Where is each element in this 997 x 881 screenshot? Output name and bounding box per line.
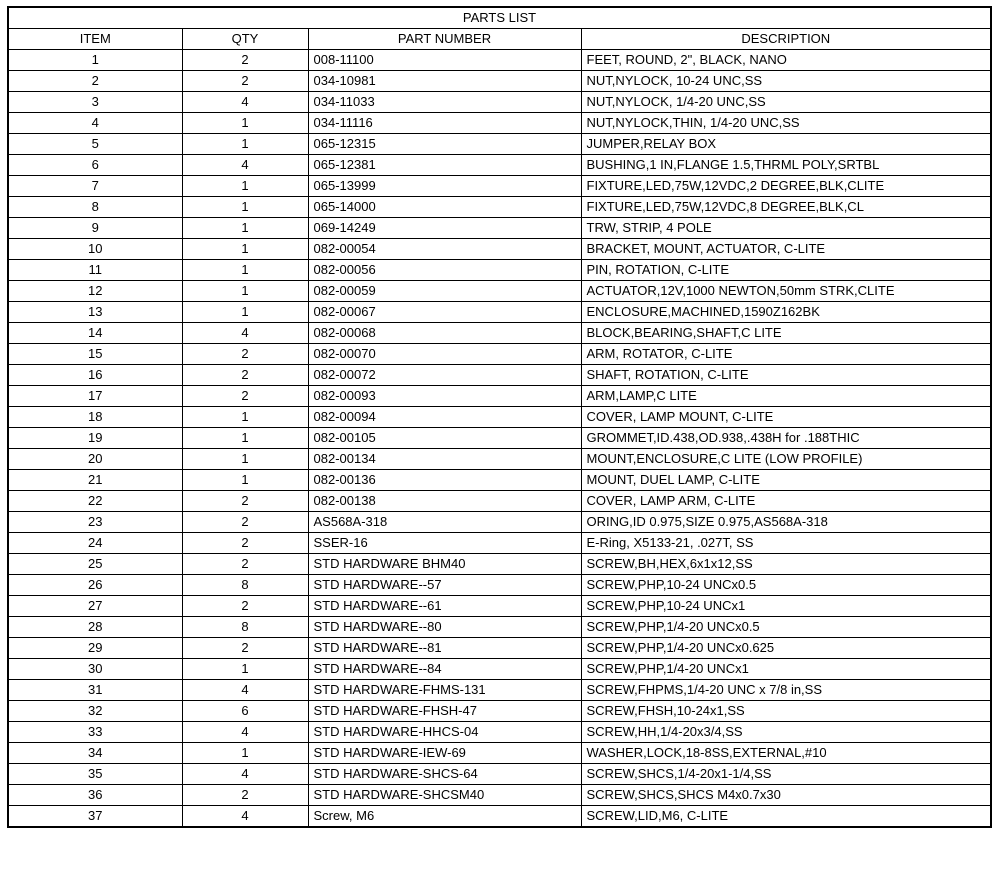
cell-item: 19 xyxy=(8,428,182,449)
cell-description: JUMPER,RELAY BOX xyxy=(581,134,991,155)
cell-part-number: 082-00134 xyxy=(308,449,581,470)
cell-item: 33 xyxy=(8,722,182,743)
cell-item: 28 xyxy=(8,617,182,638)
cell-item: 17 xyxy=(8,386,182,407)
cell-qty: 4 xyxy=(182,155,308,176)
cell-item: 16 xyxy=(8,365,182,386)
cell-description: SCREW,FHPMS,1/4-20 UNC x 7/8 in,SS xyxy=(581,680,991,701)
cell-qty: 1 xyxy=(182,239,308,260)
cell-qty: 2 xyxy=(182,344,308,365)
cell-description: MOUNT,ENCLOSURE,C LITE (LOW PROFILE) xyxy=(581,449,991,470)
cell-item: 24 xyxy=(8,533,182,554)
cell-qty: 2 xyxy=(182,533,308,554)
cell-item: 15 xyxy=(8,344,182,365)
cell-part-number: 065-12315 xyxy=(308,134,581,155)
cell-description: BLOCK,BEARING,SHAFT,C LITE xyxy=(581,323,991,344)
cell-item: 10 xyxy=(8,239,182,260)
table-row xyxy=(8,428,991,449)
cell-description: MOUNT, DUEL LAMP, C-LITE xyxy=(581,470,991,491)
cell-description: BRACKET, MOUNT, ACTUATOR, C-LITE xyxy=(581,239,991,260)
parts-list-table xyxy=(7,6,992,828)
cell-qty: 1 xyxy=(182,113,308,134)
table-body xyxy=(8,50,991,828)
cell-item: 30 xyxy=(8,659,182,680)
cell-part-number: 069-14249 xyxy=(308,218,581,239)
cell-qty: 2 xyxy=(182,50,308,71)
cell-item: 2 xyxy=(8,71,182,92)
cell-part-number: 082-00070 xyxy=(308,344,581,365)
cell-item: 27 xyxy=(8,596,182,617)
cell-qty: 1 xyxy=(182,302,308,323)
cell-qty: 1 xyxy=(182,197,308,218)
table-row xyxy=(8,134,991,155)
table-row xyxy=(8,50,991,71)
cell-item: 32 xyxy=(8,701,182,722)
cell-description: NUT,NYLOCK,THIN, 1/4-20 UNC,SS xyxy=(581,113,991,134)
cell-description: SCREW,PHP,10-24 UNCx0.5 xyxy=(581,575,991,596)
cell-part-number: 082-00054 xyxy=(308,239,581,260)
title-row xyxy=(8,7,991,29)
cell-item: 7 xyxy=(8,176,182,197)
cell-part-number: 034-10981 xyxy=(308,71,581,92)
table-title: PARTS LIST xyxy=(8,7,991,29)
cell-part-number: STD HARDWARE-IEW-69 xyxy=(308,743,581,764)
cell-qty: 4 xyxy=(182,806,308,828)
cell-part-number: AS568A-318 xyxy=(308,512,581,533)
cell-description: E-Ring, X5133-21, .027T, SS xyxy=(581,533,991,554)
table-row xyxy=(8,491,991,512)
cell-part-number: STD HARDWARE--57 xyxy=(308,575,581,596)
table-row xyxy=(8,113,991,134)
col-header-item: ITEM xyxy=(8,29,182,50)
cell-part-number: STD HARDWARE--84 xyxy=(308,659,581,680)
cell-part-number: STD HARDWARE-HHCS-04 xyxy=(308,722,581,743)
table-row xyxy=(8,470,991,491)
cell-item: 12 xyxy=(8,281,182,302)
cell-description: PIN, ROTATION, C-LITE xyxy=(581,260,991,281)
cell-description: SCREW,SHCS,SHCS M4x0.7x30 xyxy=(581,785,991,806)
cell-description: SCREW,HH,1/4-20x3/4,SS xyxy=(581,722,991,743)
table-row xyxy=(8,575,991,596)
cell-description: ACTUATOR,12V,1000 NEWTON,50mm STRK,CLITE xyxy=(581,281,991,302)
table-row xyxy=(8,743,991,764)
cell-item: 37 xyxy=(8,806,182,828)
cell-item: 25 xyxy=(8,554,182,575)
cell-item: 9 xyxy=(8,218,182,239)
cell-part-number: STD HARDWARE BHM40 xyxy=(308,554,581,575)
cell-part-number: STD HARDWARE--81 xyxy=(308,638,581,659)
cell-item: 34 xyxy=(8,743,182,764)
table-row xyxy=(8,659,991,680)
cell-description: SCREW,FHSH,10-24x1,SS xyxy=(581,701,991,722)
table-row xyxy=(8,596,991,617)
cell-description: ENCLOSURE,MACHINED,1590Z162BK xyxy=(581,302,991,323)
cell-qty: 2 xyxy=(182,491,308,512)
cell-qty: 1 xyxy=(182,260,308,281)
cell-item: 29 xyxy=(8,638,182,659)
cell-part-number: STD HARDWARE-FHMS-131 xyxy=(308,680,581,701)
cell-qty: 4 xyxy=(182,764,308,785)
cell-qty: 2 xyxy=(182,512,308,533)
cell-qty: 2 xyxy=(182,386,308,407)
cell-part-number: 082-00094 xyxy=(308,407,581,428)
table-row xyxy=(8,512,991,533)
cell-description: SCREW,BH,HEX,6x1x12,SS xyxy=(581,554,991,575)
table-row xyxy=(8,302,991,323)
cell-qty: 8 xyxy=(182,617,308,638)
cell-qty: 1 xyxy=(182,449,308,470)
table-row xyxy=(8,218,991,239)
cell-item: 13 xyxy=(8,302,182,323)
cell-item: 6 xyxy=(8,155,182,176)
cell-part-number: STD HARDWARE-SHCS-64 xyxy=(308,764,581,785)
table-row xyxy=(8,239,991,260)
cell-part-number: 082-00105 xyxy=(308,428,581,449)
cell-item: 14 xyxy=(8,323,182,344)
cell-item: 31 xyxy=(8,680,182,701)
cell-part-number: STD HARDWARE-SHCSM40 xyxy=(308,785,581,806)
cell-item: 26 xyxy=(8,575,182,596)
cell-item: 11 xyxy=(8,260,182,281)
cell-part-number: 082-00059 xyxy=(308,281,581,302)
header-row xyxy=(8,29,991,50)
cell-description: TRW, STRIP, 4 POLE xyxy=(581,218,991,239)
table-row xyxy=(8,176,991,197)
cell-description: ORING,ID 0.975,SIZE 0.975,AS568A-318 xyxy=(581,512,991,533)
cell-qty: 1 xyxy=(182,134,308,155)
cell-part-number: Screw, M6 xyxy=(308,806,581,828)
table-row xyxy=(8,638,991,659)
table-row xyxy=(8,92,991,113)
cell-item: 18 xyxy=(8,407,182,428)
table-row xyxy=(8,197,991,218)
cell-description: SCREW,SHCS,1/4-20x1-1/4,SS xyxy=(581,764,991,785)
cell-part-number: 082-00072 xyxy=(308,365,581,386)
cell-description: SCREW,PHP,1/4-20 UNCx1 xyxy=(581,659,991,680)
table-row xyxy=(8,155,991,176)
cell-item: 20 xyxy=(8,449,182,470)
cell-part-number: 082-00093 xyxy=(308,386,581,407)
cell-qty: 6 xyxy=(182,701,308,722)
cell-description: NUT,NYLOCK, 10-24 UNC,SS xyxy=(581,71,991,92)
cell-description: BUSHING,1 IN,FLANGE 1.5,THRML POLY,SRTBL xyxy=(581,155,991,176)
cell-part-number: 082-00056 xyxy=(308,260,581,281)
col-header-qty: QTY xyxy=(182,29,308,50)
cell-qty: 2 xyxy=(182,596,308,617)
table-row xyxy=(8,71,991,92)
table-row xyxy=(8,386,991,407)
cell-description: ARM,LAMP,C LITE xyxy=(581,386,991,407)
cell-item: 8 xyxy=(8,197,182,218)
table-row xyxy=(8,764,991,785)
cell-part-number: 065-12381 xyxy=(308,155,581,176)
cell-qty: 2 xyxy=(182,638,308,659)
cell-qty: 2 xyxy=(182,71,308,92)
table-row xyxy=(8,785,991,806)
table-row xyxy=(8,722,991,743)
cell-qty: 2 xyxy=(182,554,308,575)
cell-qty: 8 xyxy=(182,575,308,596)
table-row xyxy=(8,617,991,638)
table-row xyxy=(8,281,991,302)
cell-qty: 1 xyxy=(182,470,308,491)
cell-description: FIXTURE,LED,75W,12VDC,8 DEGREE,BLK,CL xyxy=(581,197,991,218)
cell-part-number: 065-14000 xyxy=(308,197,581,218)
cell-qty: 2 xyxy=(182,785,308,806)
cell-qty: 4 xyxy=(182,92,308,113)
table-row xyxy=(8,407,991,428)
cell-item: 3 xyxy=(8,92,182,113)
table-row xyxy=(8,806,991,828)
cell-item: 36 xyxy=(8,785,182,806)
col-header-part-number: PART NUMBER xyxy=(308,29,581,50)
cell-description: SHAFT, ROTATION, C-LITE xyxy=(581,365,991,386)
table-row xyxy=(8,449,991,470)
cell-qty: 1 xyxy=(182,659,308,680)
cell-qty: 2 xyxy=(182,365,308,386)
cell-item: 5 xyxy=(8,134,182,155)
table-row xyxy=(8,533,991,554)
cell-part-number: 034-11116 xyxy=(308,113,581,134)
cell-description: SCREW,PHP,1/4-20 UNCx0.625 xyxy=(581,638,991,659)
cell-description: SCREW,PHP,10-24 UNCx1 xyxy=(581,596,991,617)
cell-part-number: STD HARDWARE--61 xyxy=(308,596,581,617)
cell-part-number: 065-13999 xyxy=(308,176,581,197)
cell-description: ARM, ROTATOR, C-LITE xyxy=(581,344,991,365)
cell-part-number: 034-11033 xyxy=(308,92,581,113)
cell-description: FEET, ROUND, 2", BLACK, NANO xyxy=(581,50,991,71)
cell-description: COVER, LAMP ARM, C-LITE xyxy=(581,491,991,512)
cell-item: 1 xyxy=(8,50,182,71)
table-row xyxy=(8,365,991,386)
cell-part-number: STD HARDWARE-FHSH-47 xyxy=(308,701,581,722)
table-row xyxy=(8,260,991,281)
table-row xyxy=(8,701,991,722)
cell-description: GROMMET,ID.438,OD.938,.438H for .188THIC xyxy=(581,428,991,449)
cell-qty: 1 xyxy=(182,743,308,764)
cell-description: WASHER,LOCK,18-8SS,EXTERNAL,#10 xyxy=(581,743,991,764)
cell-item: 21 xyxy=(8,470,182,491)
cell-qty: 1 xyxy=(182,281,308,302)
cell-part-number: SSER-16 xyxy=(308,533,581,554)
cell-item: 4 xyxy=(8,113,182,134)
cell-description: FIXTURE,LED,75W,12VDC,2 DEGREE,BLK,CLITE xyxy=(581,176,991,197)
cell-qty: 4 xyxy=(182,680,308,701)
cell-qty: 4 xyxy=(182,722,308,743)
cell-description: SCREW,LID,M6, C-LITE xyxy=(581,806,991,828)
table-row xyxy=(8,554,991,575)
cell-part-number: STD HARDWARE--80 xyxy=(308,617,581,638)
cell-part-number: 082-00068 xyxy=(308,323,581,344)
cell-item: 35 xyxy=(8,764,182,785)
table-row xyxy=(8,344,991,365)
cell-qty: 1 xyxy=(182,176,308,197)
col-header-description: DESCRIPTION xyxy=(581,29,991,50)
cell-part-number: 082-00138 xyxy=(308,491,581,512)
cell-qty: 1 xyxy=(182,428,308,449)
cell-description: NUT,NYLOCK, 1/4-20 UNC,SS xyxy=(581,92,991,113)
cell-qty: 1 xyxy=(182,407,308,428)
cell-qty: 1 xyxy=(182,218,308,239)
cell-description: SCREW,PHP,1/4-20 UNCx0.5 xyxy=(581,617,991,638)
cell-item: 23 xyxy=(8,512,182,533)
cell-description: COVER, LAMP MOUNT, C-LITE xyxy=(581,407,991,428)
cell-item: 22 xyxy=(8,491,182,512)
table-row xyxy=(8,680,991,701)
cell-part-number: 082-00136 xyxy=(308,470,581,491)
cell-qty: 4 xyxy=(182,323,308,344)
cell-part-number: 008-11100 xyxy=(308,50,581,71)
table-row xyxy=(8,323,991,344)
cell-part-number: 082-00067 xyxy=(308,302,581,323)
